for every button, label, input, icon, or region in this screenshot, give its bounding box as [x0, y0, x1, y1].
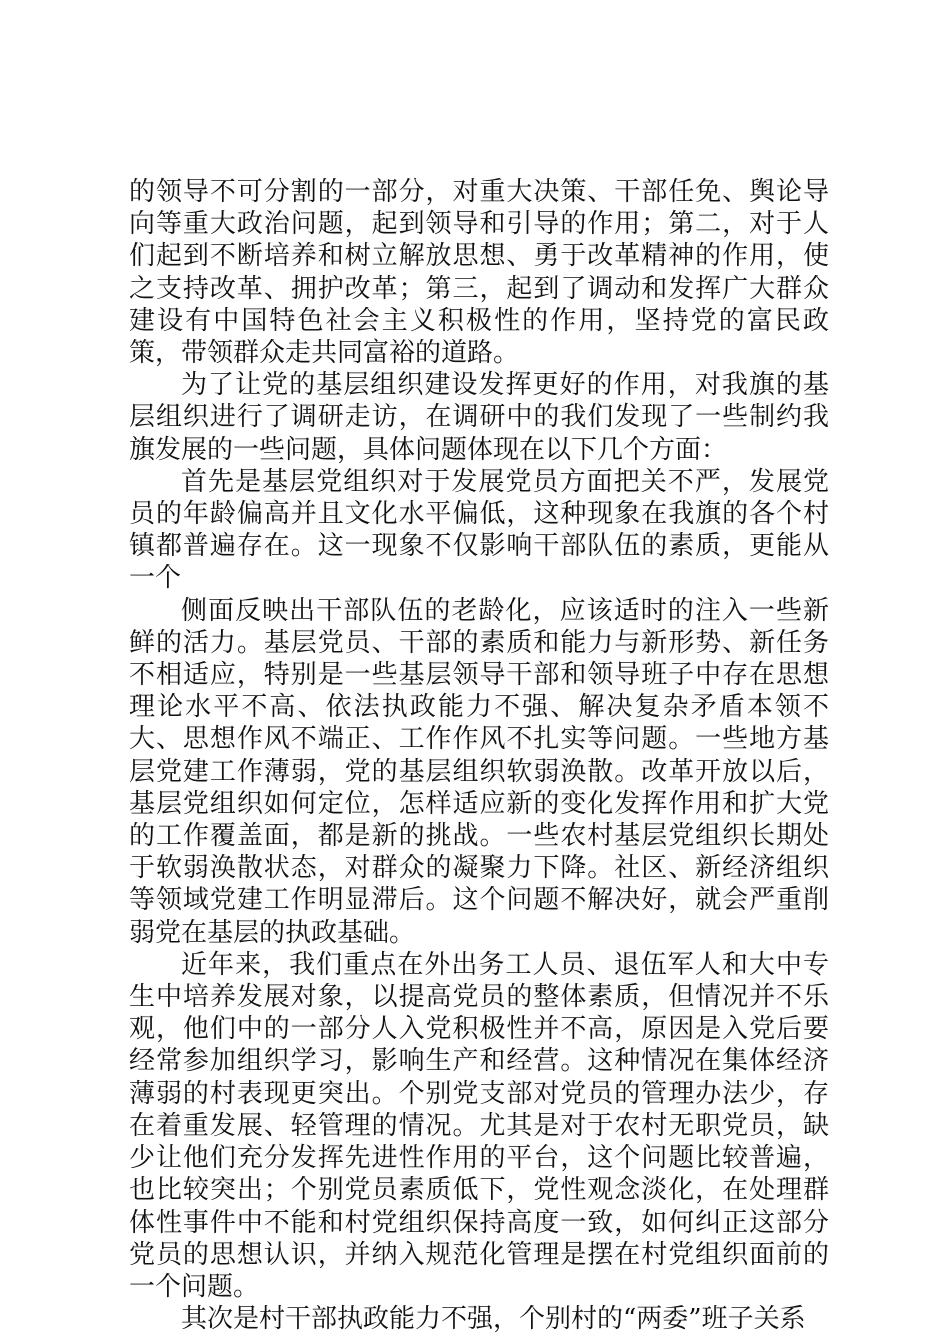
document-body: [129, 176, 829, 1335]
paragraph: 首先是基层党组织对于发展党员方面把关不严，发展党员的年龄偏高并且文化水平偏低，这种现象在我旗的各个村镇都普遍存在。这一现象不仅影响干部队伍的素质，更能从一个: [129, 466, 829, 594]
paragraph: 侧面反映出干部队伍的老龄化，应该适时的注入一些新鲜的活力。基层党员、干部的素质和能力与新形势、新任务不相适应，特别是一些基层领导干部和领导班子中存在思想理论水平不高、依法执政能力不强、解决复杂矛盾本领不大、思想作风不端正、工作作风不扎实等问题。一些地方基层党建工作薄弱，党的基层组织软弱涣散。改革开放以后，基层党组织如何定位，怎样适应新的变化发挥作用和扩大党的工作覆盖面，都是新的挑战。一些农村基层党组织长期处于软弱涣散状态，对群众的凝聚力下降。社区、新经济组织等领域党建工作明显滞后。这个问题不解决好，就会严重削弱党在基层的执政基础。: [129, 595, 829, 948]
paragraph: 其次是村干部执政能力不强，个别村的“两委”班子关系: [181, 1304, 806, 1335]
paragraph: 的领导不可分割的一部分，对重大决策、干部任免、舆论导向等重大政治问题，起到领导和引导的作用；第二，对于人们起到不断培养和树立解放思想、勇于改革精神的作用，使之支持改革、拥护改革；第三，起到了调动和发挥广大群众建设有中国特色社会主义积极性的作用，坚持党的富民政策，带领群众走共同富裕的道路。: [129, 177, 829, 369]
paragraph: 近年来，我们重点在外出务工人员、退伍军人和大中专生中培养发展对象，以提高党员的整体素质，但情况并不乐观，他们中的一部分人入党积极性并不高，原因是入党后要经常参加组织学习，影响生产和经营。这种情况在集体经济薄弱的村表现更突出。个别党支部对党员的管理办法少，存在着重发展、轻管理的情况。尤其是对于农村无职党员，缺少让他们充分发挥先进性作用的平台，这个问题比较普遍，也比较突出；个别党员素质低下，党性观念淡化，在处理群体性事件中不能和村党组织保持高度一致，如何纠正这部分党员的思想认识，并纳入规范化管理是摆在村党组织面前的一个问题。: [129, 949, 829, 1302]
paragraph: 为了让党的基层组织建设发挥更好的作用，对我旗的基层组织进行了调研走访，在调研中的我们发现了一些制约我旗发展的一些问题，具体问题体现在以下几个方面：: [129, 370, 829, 465]
